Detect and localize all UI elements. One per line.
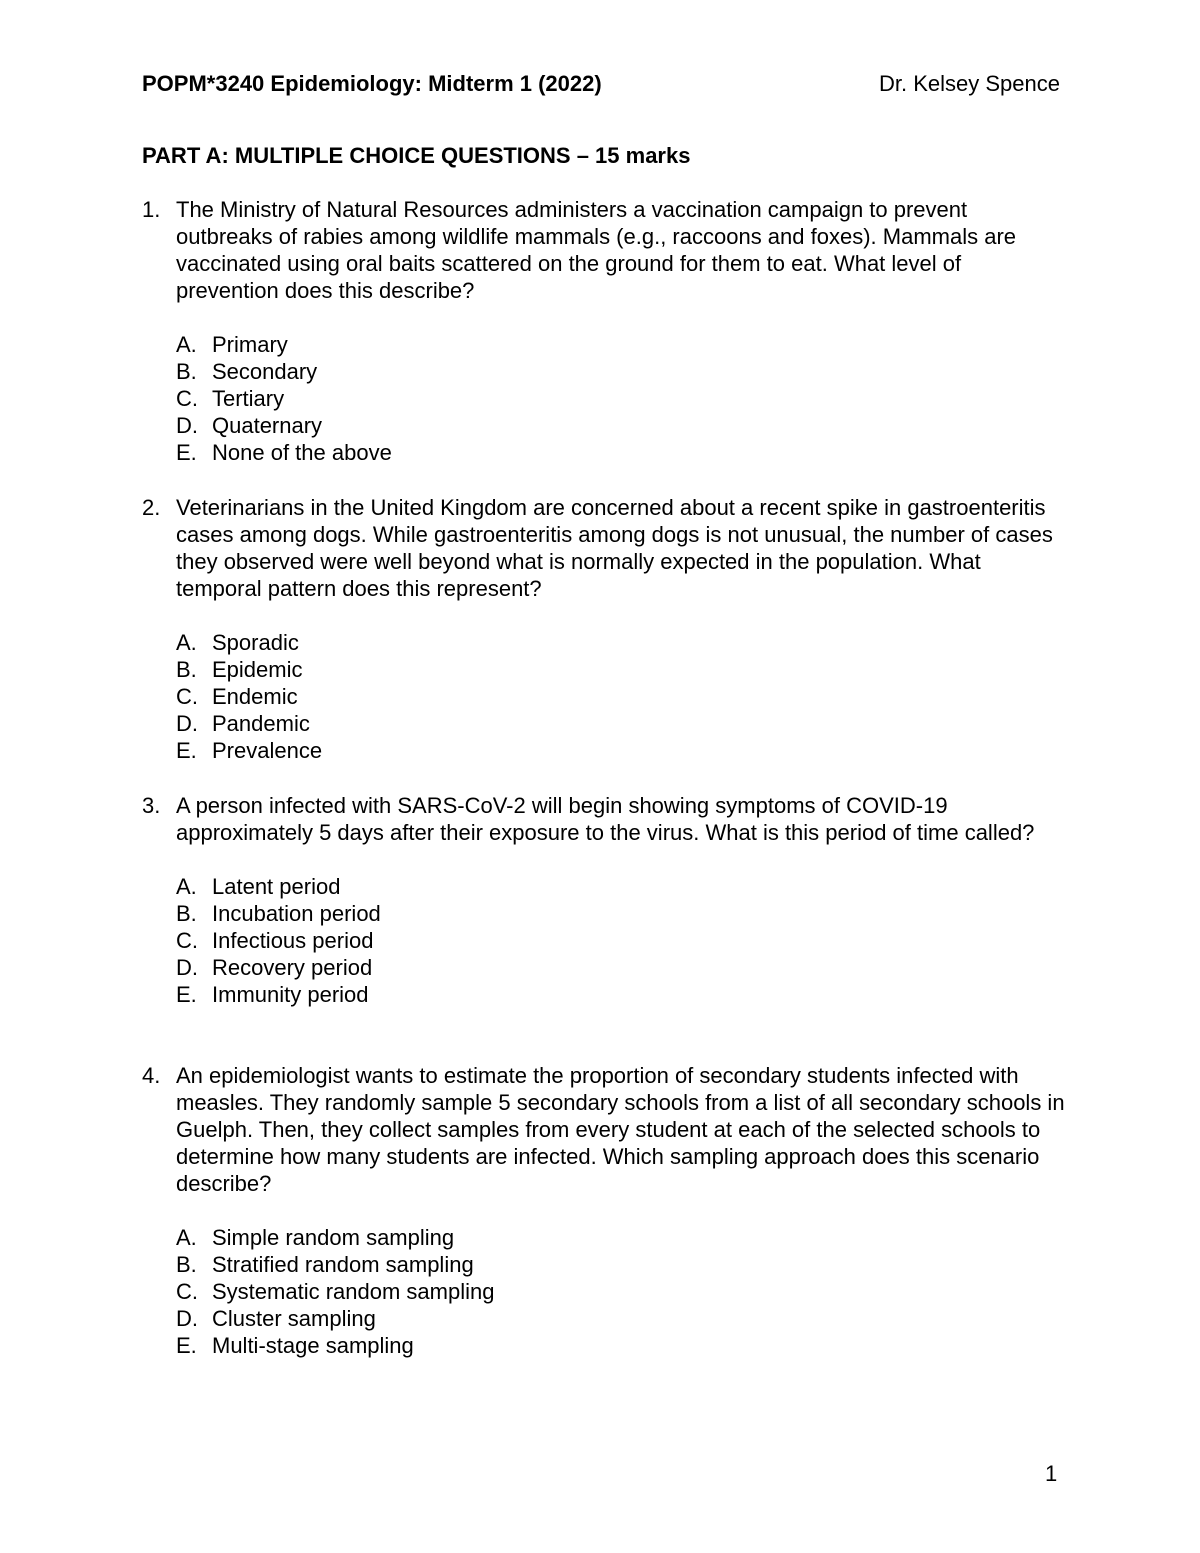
option-a [176,629,1072,656]
question-text: A person infected with SARS-CoV-2 will begin showing symptoms of COVID-19 approximately 5 days after their exposure to the virus. What is this period of time called? [176,793,1035,845]
option-e [176,981,1072,1008]
question-4 [142,1062,1072,1359]
option-letter: D. [176,1306,198,1331]
part-title: PART A: MULTIPLE CHOICE QUESTIONS – 15 marks [142,143,691,168]
option-letter: B. [176,657,197,682]
option-d [176,954,1072,981]
instructor-name: Dr. Kelsey Spence [879,71,1060,96]
option-text: Latent period [212,874,341,899]
option-e [176,1332,1072,1359]
option-letter: E. [176,1333,197,1358]
option-c [176,1278,1072,1305]
option-letter: D. [176,711,198,736]
option-d [176,1305,1072,1332]
option-letter: A. [176,1225,197,1250]
option-letter: B. [176,1252,197,1277]
question-text: Veterinarians in the United Kingdom are concerned about a recent spike in gastroenteritis cases among dogs. While gastroenteritis among dogs is not unusual, the number of cases they observed were well beyond what is normally expected in the population. What temporal pattern does this represent? [176,495,1053,601]
option-text: Primary [212,332,288,357]
option-c [176,683,1072,710]
option-text: Epidemic [212,657,303,682]
option-letter: E. [176,738,197,763]
option-e [176,439,1072,466]
option-text: Stratified random sampling [212,1252,474,1277]
option-text: Systematic random sampling [212,1279,495,1304]
option-c [176,927,1072,954]
option-letter: A. [176,874,197,899]
option-text: None of the above [212,440,392,465]
option-text: Recovery period [212,955,373,980]
option-text: Immunity period [212,982,369,1007]
option-text: Incubation period [212,901,381,926]
option-text: Sporadic [212,630,299,655]
option-text: Endemic [212,684,298,709]
option-b [176,358,1072,385]
course-title: POPM*3240 Epidemiology: Midterm 1 (2022) [142,71,602,96]
option-d [176,412,1072,439]
option-letter: C. [176,386,198,411]
question-text: An epidemiologist wants to estimate the proportion of secondary students infected with measles. They randomly sample 5 secondary schools from a list of all secondary schools in Guelph. Then, they collect samples from every student at each of the selected schools to determine how many students are infected. Which sampling approach does this scenario describe? [176,1063,1065,1196]
option-text: Tertiary [212,386,285,411]
option-b [176,900,1072,927]
option-letter: C. [176,1279,198,1304]
question-number: 3. [142,793,161,818]
option-text: Multi-stage sampling [212,1333,414,1358]
page-number: 1 [1045,1461,1058,1486]
option-letter: D. [176,955,198,980]
question-1 [142,196,1072,466]
option-text: Simple random sampling [212,1225,455,1250]
option-text: Cluster sampling [212,1306,376,1331]
option-letter: C. [176,928,198,953]
option-b [176,656,1072,683]
option-c [176,385,1072,412]
option-e [176,737,1072,764]
option-letter: A. [176,332,197,357]
option-a [176,1224,1072,1251]
option-letter: C. [176,684,198,709]
question-text: The Ministry of Natural Resources administers a vaccination campaign to prevent outbreaks of rabies among wildlife mammals (e.g., raccoons and foxes). Mammals are vaccinated using oral baits scattered on the ground for them to eat. What level of prevention does this describe? [176,197,1017,303]
option-letter: E. [176,982,197,1007]
option-list [176,331,1072,466]
option-text: Pandemic [212,711,310,736]
option-list [176,629,1072,764]
option-text: Quaternary [212,413,323,438]
question-number: 4. [142,1063,161,1088]
option-text: Secondary [212,359,318,384]
option-letter: E. [176,440,197,465]
option-a [176,331,1072,358]
option-text: Prevalence [212,738,323,763]
option-letter: B. [176,359,197,384]
option-letter: B. [176,901,197,926]
option-letter: A. [176,630,197,655]
option-text: Infectious period [212,928,374,953]
option-d [176,710,1072,737]
option-a [176,873,1072,900]
question-number: 2. [142,495,161,520]
option-letter: D. [176,413,198,438]
page-header [142,70,1060,100]
option-list [176,873,1072,1008]
question-number: 1. [142,197,161,222]
option-b [176,1251,1072,1278]
question-2 [142,494,1072,764]
question-3 [142,792,1072,1008]
option-list [176,1224,1072,1359]
